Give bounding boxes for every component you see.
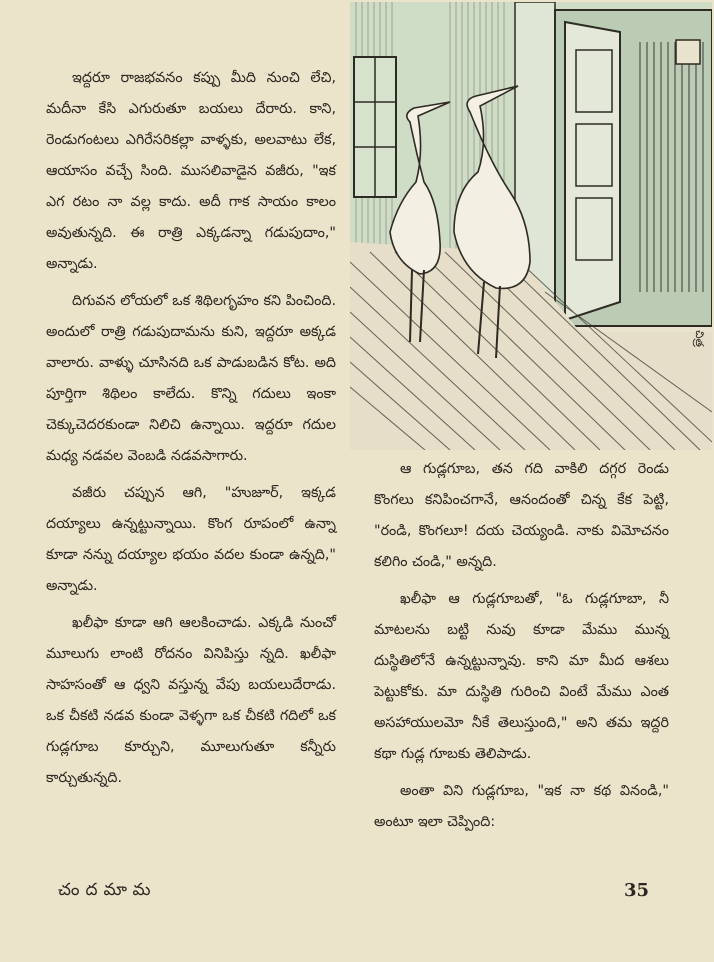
- storks-illustration: [350, 2, 712, 450]
- paragraph: ఖలీఫా ఆ గుడ్లగూబతో, "ఓ గుడ్లగూబా, నీ మాటలను బట్టి నువు కూడా మేము మున్న దుస్థితిలోనే ఉన్నట్టున్నావు. కాని మా మీద ఆశలు పెట్టుకోకు. మా దుస్థితి గురించి వింటే మేము ఎంత అసహాయులమో నీకే తెలుస్తుంది," అని తమ ఇద్దరి కథా గుడ్ల గూబకు తెలిపాడు.: [374, 591, 669, 762]
- right-text-column: [374, 454, 669, 844]
- paragraph: అంతా విని గుడ్లగూబ, "ఇక నా కథ వినండి," అంటూ ఇలా చెప్పింది:: [374, 783, 669, 830]
- paragraph: దిగువన లోయలో ఒక శిథిలగృహం కని పించింది. అందులో రాత్రి గడుపుదామను కుని, ఇద్దరూ అక్కడ వాలారు. వాళ్ళు చూసినది ఒక పాడుబడిన కోట. అది పూర్తిగా శిథిలం కాలేదు. కొన్ని గదులు ఇంకా చెక్కుచెదరకుండా నిలిచి ఉన్నాయి. ఇద్దరూ గదుల మధ్య నడవల వెంబడి నడవసాగారు.: [46, 293, 336, 464]
- magazine-title: చందమామ: [58, 880, 157, 900]
- paragraph: వజీరు చప్పున ఆగి, "హుజూర్, ఇక్కడ దయ్యాలు ఉన్నట్టున్నాయి. కొంగ రూపంలో ఉన్నా కూడా నన్ను దయ్యాల భయం వదల కుండా ఉన్నది," అన్నాడు.: [46, 485, 336, 594]
- paragraph: ఖలీఫా కూడా ఆగి ఆలకించాడు. ఎక్కడి నుంచో మూలుగు లాంటి రోదనం వినిపిస్తు న్నది. ఖలీఫా సాహసంతో ఆ ధ్వని వస్తున్న వేపు బయలుదేరాడు. ఒక చీకటి నడవ కుండా వెళ్ళగా ఒక చీకటి గదిలో ఒక గుడ్లగూబ కూర్చుని, మూలుగుతూ కన్నీరు కార్చుతున్నది.: [46, 615, 336, 786]
- left-text-column: [46, 63, 336, 800]
- paragraph: ఆ గుడ్లగూబ, తన గది వాకిలి దగ్గర రెండు కొంగలు కనిపించగానే, ఆనందంతో చిన్న కేక పెట్టి, "రండి, కొంగలూ! దయ చెయ్యండి. నాకు విమోచనం కలిగిం చండి," అన్నది.: [374, 461, 669, 570]
- page-number: 35: [624, 880, 650, 901]
- artist-signature: చిత్ర: [693, 330, 706, 347]
- paragraph: ఇద్దరూ రాజభవనం కప్పు మీది నుంచి లేచి, మదీనా కేసి ఎగురుతూ బయలు దేరారు. కాని, రెండుగంటలు ఎగిరేసరికల్లా వాళ్ళకు, అలవాటు లేక, ఆయాసం వచ్చే సింది. ముసలివాడైన వజీరు, "ఇక ఎగ రటం నా వల్ల కాదు. అదీ గాక సాయం కాలం అవుతున్నది. ఈ రాత్రి ఎక్కడన్నా గడుపుదాం," అన్నాడు.: [46, 70, 336, 272]
